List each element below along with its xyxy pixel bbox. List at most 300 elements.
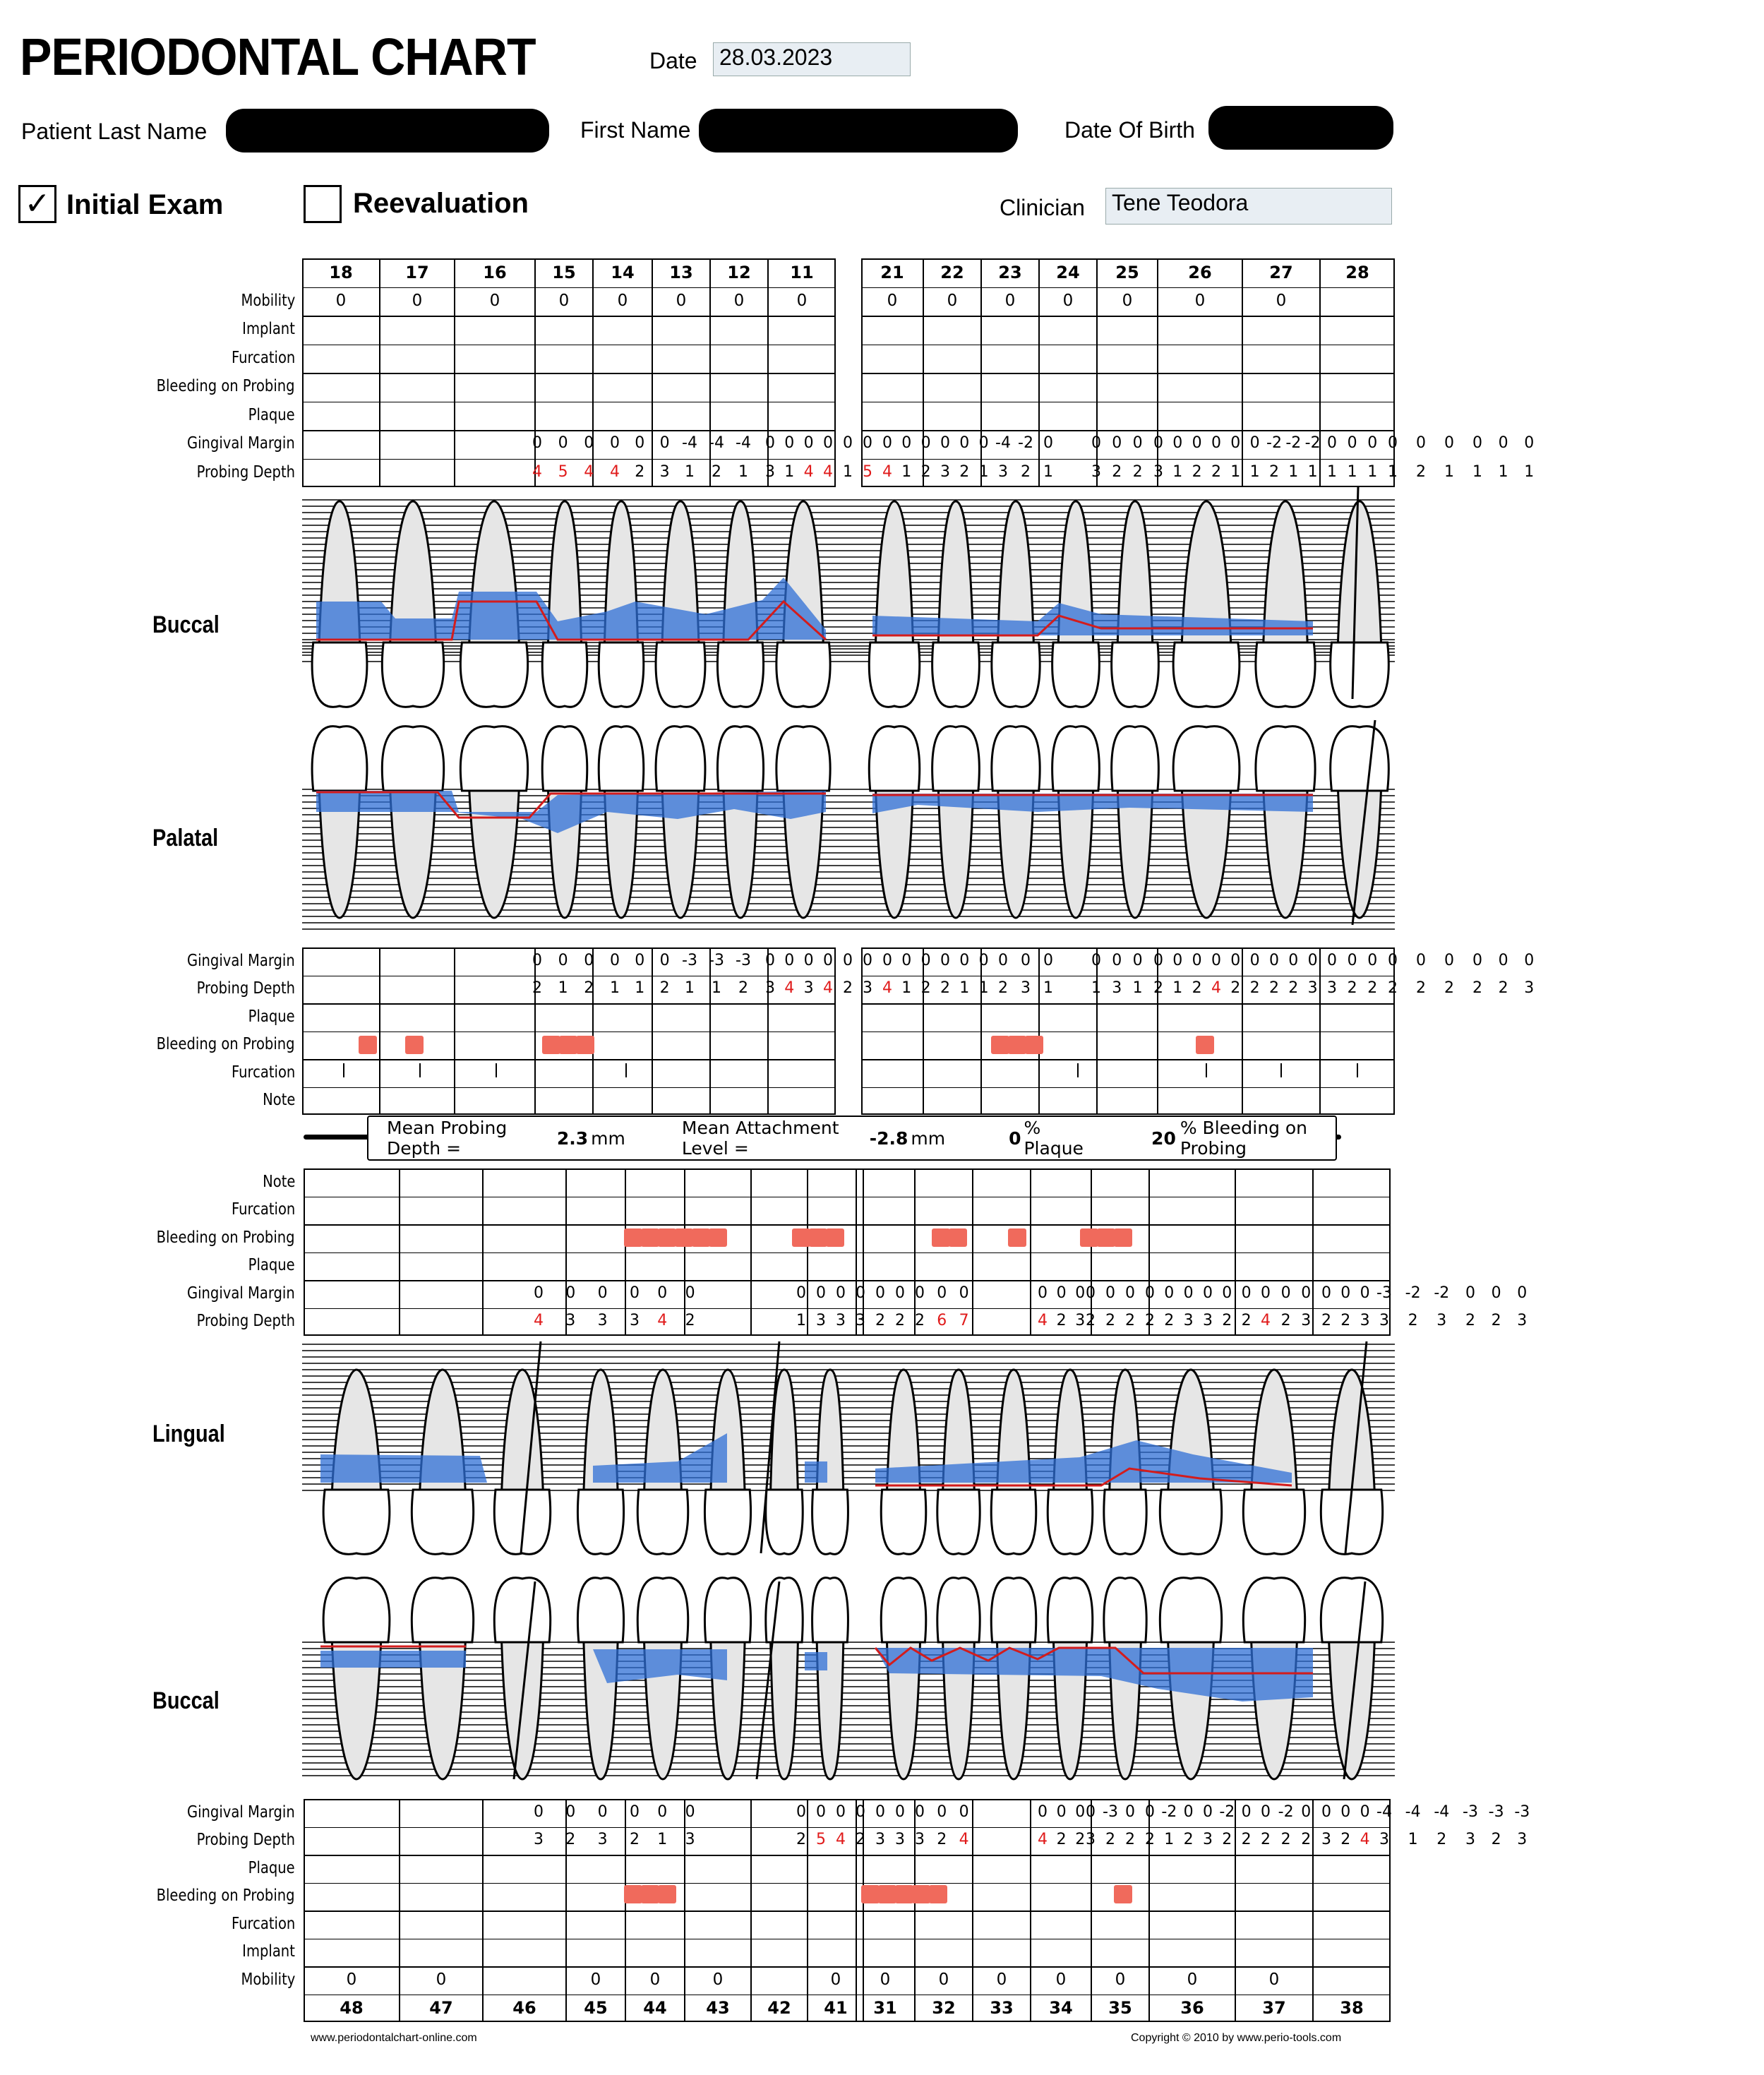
probing-depth-value: 2 (1288, 979, 1299, 998)
gingival-margin-value: -3 (1488, 1802, 1504, 1821)
tooth-number: 15 (552, 263, 576, 283)
probing-depth-value: 3 (914, 1831, 925, 1849)
probing-depth-value: 4 (609, 462, 620, 481)
probing-depth-value: 3 (1020, 979, 1031, 998)
probing-depth-value: 1 (978, 979, 989, 998)
gingival-margin-value: 0 (784, 951, 795, 969)
gingival-margin-value: 0 (959, 434, 970, 453)
gingival-margin-value: 0 (1043, 434, 1053, 453)
gingival-margin-value: 0 (862, 434, 872, 453)
probing-depth-value: 2 (1491, 1312, 1501, 1330)
gingival-margin-value: 0 (635, 951, 645, 969)
bleeding-marker[interactable] (624, 1228, 642, 1247)
row-label: Plaque (248, 405, 295, 424)
lower-lingual-tooth-crown (991, 1490, 1036, 1554)
bleeding-marker[interactable] (809, 1228, 827, 1247)
probing-depth-value: 1 (784, 462, 795, 481)
date-label: Date (649, 48, 697, 73)
lower-buccal-tooth-crown (577, 1578, 623, 1642)
lower-lingual-tooth-root (583, 1370, 618, 1504)
bleeding-marker[interactable] (641, 1885, 659, 1903)
probing-depth-value: 2 (1192, 462, 1202, 481)
bleeding-marker[interactable] (1080, 1228, 1098, 1247)
gingival-margin-value: 0 (1360, 1284, 1370, 1302)
probing-depth-value: 4 (533, 1312, 544, 1330)
gingival-margin-value: 0 (1075, 1284, 1086, 1302)
gingival-margin-value: 0 (565, 1802, 576, 1821)
gingival-margin-value: 0 (1321, 1284, 1331, 1302)
bleeding-marker[interactable] (709, 1228, 727, 1247)
gingival-margin-value: 0 (803, 951, 814, 969)
probing-depth-value: 4 (1360, 1831, 1370, 1849)
lower-lingual-tooth-root (817, 1370, 844, 1504)
upper-palatal-tooth-root (1338, 777, 1381, 918)
probing-depth-value: 1 (1132, 979, 1143, 998)
mean-al-label: Mean Attachment Level = (681, 1118, 839, 1159)
row-label: Furcation (231, 1063, 295, 1082)
tooth-number: 33 (990, 1998, 1014, 2019)
furcation-marker (1280, 1063, 1282, 1077)
probing-depth-value: 3 (862, 979, 872, 998)
gingival-margin-value: 0 (533, 1802, 544, 1821)
row-label: Plaque (248, 1858, 295, 1877)
gingival-margin-value: 0 (937, 1802, 947, 1821)
gingival-margin-value: -4 (1405, 1802, 1421, 1821)
gingival-margin-value: 0 (914, 1802, 925, 1821)
gingival-margin-value: 0 (1387, 951, 1398, 969)
clinician-field[interactable]: Tene Teodora (1105, 188, 1392, 225)
probing-depth-value: 1 (738, 462, 748, 481)
bleeding-marker[interactable] (405, 1036, 424, 1054)
section-upper-buccal: Buccal (152, 611, 220, 638)
probing-depth-value: 1 (684, 979, 695, 998)
row-label: Bleeding on Probing (157, 377, 295, 396)
probing-depth-value: 6 (937, 1312, 947, 1330)
lower-bottom-left-grid-row-divider (304, 1966, 864, 1968)
gingival-margin-value: 0 (764, 951, 775, 969)
upper-top-left-grid-row-divider (302, 402, 836, 403)
furcation-marker (1077, 1063, 1079, 1077)
gingival-margin-value: 0 (659, 434, 670, 453)
gingival-margin-value: 0 (1164, 1284, 1175, 1302)
gingival-margin-value: 0 (1230, 951, 1241, 969)
pocket-area (805, 1461, 827, 1483)
probing-depth-value: 3 (1326, 979, 1337, 998)
probing-depth-value: 3 (1183, 1312, 1194, 1330)
probing-depth-value: 2 (1085, 1312, 1096, 1330)
upper-bottom-left-grid-row-divider (302, 976, 836, 977)
gingival-margin-value: 0 (1260, 1284, 1271, 1302)
gingival-margin-value: 0 (1085, 1284, 1096, 1302)
bleeding-marker[interactable] (1114, 1228, 1132, 1247)
lower-lingual-tooth-root (1168, 1370, 1214, 1504)
row-label: Furcation (231, 1914, 295, 1933)
probing-depth-value: 2 (1124, 1312, 1135, 1330)
row-label: Note (262, 1091, 295, 1110)
gingival-margin-value: -4 (682, 434, 697, 453)
gingival-margin-value: 0 (815, 1802, 826, 1821)
probing-depth-value: 1 (1367, 462, 1378, 481)
upper-buccal-tooth-crown (1173, 642, 1240, 707)
row-label: Bleeding on Probing (157, 1035, 295, 1054)
lower-buccal-tooth-crown (1321, 1578, 1382, 1642)
tooth-number: 46 (512, 1998, 536, 2019)
gingival-margin-value: 0 (882, 434, 892, 453)
probing-depth-value: 4 (1211, 979, 1221, 998)
bleeding-marker[interactable] (949, 1228, 967, 1247)
probing-depth-value: 2 (1498, 979, 1508, 998)
probing-depth-value: 4 (882, 462, 892, 481)
bleeding-marker[interactable] (624, 1885, 642, 1903)
gingival-margin-value: 0 (1020, 951, 1031, 969)
bleeding-marker[interactable] (641, 1228, 659, 1247)
bleeding-marker[interactable] (675, 1228, 693, 1247)
gingival-margin-value: 0 (1415, 434, 1426, 453)
bleeding-marker[interactable] (359, 1036, 377, 1054)
upper-bottom-left-grid-row-divider (302, 1031, 836, 1033)
bleeding-marker[interactable] (929, 1885, 947, 1903)
mobility-value: 0 (996, 1970, 1007, 1989)
tooth-number: 12 (727, 263, 751, 283)
gingival-margin-value: -4 (995, 434, 1011, 453)
gingival-margin-value: -3 (1103, 1802, 1118, 1821)
gingival-margin-value: 0 (959, 1802, 969, 1821)
gingival-margin-value: 0 (558, 951, 568, 969)
mean-pd-unit: mm (591, 1128, 625, 1149)
probing-depth-value: 1 (901, 979, 912, 998)
gingival-margin-value: 0 (1202, 1284, 1213, 1302)
gingival-margin-value: 0 (1211, 434, 1221, 453)
bleeding-marker[interactable] (826, 1228, 844, 1247)
bleeding-marker[interactable] (542, 1036, 560, 1054)
initial-exam-label: Initial Exam (66, 189, 224, 220)
upper-bottom-left-grid-row-divider (302, 1003, 836, 1005)
gingival-margin-value: 0 (1307, 951, 1318, 969)
lower-top-left-grid-row-divider (304, 1280, 864, 1281)
upper-buccal-tooth-crown (656, 642, 705, 707)
upper-top-left-grid-row-divider (302, 430, 836, 431)
gingival-margin-value: -2 (1161, 1802, 1177, 1821)
gingival-margin-value: 0 (1498, 951, 1508, 969)
tooth-number: 14 (611, 263, 635, 283)
gingival-margin-value: 0 (532, 434, 542, 453)
lower-buccal-tooth-crown (494, 1578, 550, 1642)
tooth-number: 21 (880, 263, 904, 283)
upper-buccal-tooth-crown (1256, 642, 1315, 707)
probing-depth-value: 1 (684, 462, 695, 481)
mobility-value: 0 (1055, 1970, 1067, 1989)
bleeding-marker[interactable] (1097, 1228, 1115, 1247)
gingival-margin-value: 0 (1144, 1802, 1155, 1821)
probing-depth-value: 1 (711, 979, 721, 998)
lower-bottom-right-grid-row-divider (856, 1910, 1391, 1912)
probing-depth-value: 2 (1472, 979, 1482, 998)
bleeding-marker[interactable] (861, 1885, 880, 1903)
upper-buccal-tooth-crown (1331, 642, 1389, 707)
pocket-area (805, 1652, 827, 1670)
mobility-value: 0 (489, 291, 500, 310)
pocket-area (320, 1454, 487, 1483)
upper-top-right-grid-row-divider (861, 402, 1395, 403)
gingival-margin-value: 0 (1498, 434, 1508, 453)
lower-bottom-right-grid-row-divider (856, 1827, 1391, 1829)
mobility-value: 0 (1115, 1970, 1126, 1989)
probing-depth-value: 4 (784, 979, 795, 998)
tooth-number: 24 (1056, 263, 1080, 283)
probing-depth-value: 2 (1367, 979, 1378, 998)
lower-buccal-tooth-crown (412, 1578, 473, 1642)
bop-value: 20 (1151, 1128, 1176, 1149)
row-label: Probing Depth (196, 1312, 295, 1331)
probing-depth-value: 1 (1347, 462, 1357, 481)
tooth-number: 47 (429, 1998, 453, 2019)
upper-buccal-tooth-crown (869, 642, 919, 707)
gingival-margin-value: 0 (875, 1802, 885, 1821)
probing-depth-value: 3 (1517, 1312, 1528, 1330)
probing-depth-value: 3 (1085, 1831, 1096, 1849)
gingival-margin-value: 0 (1517, 1284, 1528, 1302)
upper-bottom-right-grid-row-divider (861, 1059, 1395, 1060)
bleeding-marker[interactable] (1114, 1885, 1132, 1903)
gingival-margin-value: 0 (629, 1802, 640, 1821)
lower-buccal-tooth-crown (1160, 1578, 1221, 1642)
lower-lingual-tooth-root (1109, 1370, 1141, 1504)
probing-depth-value: 2 (1132, 462, 1143, 481)
section-lower-lingual: Lingual (152, 1421, 225, 1447)
lower-buccal-tooth-crown (637, 1578, 688, 1642)
upper-palatal-tooth-crown (1331, 726, 1389, 791)
probing-depth-value: 2 (1415, 979, 1426, 998)
probing-depth-value: 2 (1144, 1831, 1155, 1849)
probing-depth-value: 1 (609, 979, 620, 998)
tooth-number: 13 (669, 263, 693, 283)
upper-buccal-tooth-root (1338, 501, 1381, 657)
upper-palatal-tooth-crown (599, 726, 644, 791)
bleeding-marker[interactable] (559, 1036, 577, 1054)
gingival-margin-value: 0 (997, 951, 1008, 969)
bleeding-marker[interactable] (895, 1885, 913, 1903)
gingival-margin-value: 0 (1301, 1284, 1312, 1302)
upper-buccal-tooth-crown (717, 642, 763, 707)
mean-pd-value: 2.3 (556, 1128, 589, 1149)
gingival-margin-value: -3 (682, 951, 697, 969)
gingival-margin-value: 0 (1241, 1284, 1252, 1302)
lower-top-left-grid-row-divider (304, 1308, 864, 1310)
bleeding-marker[interactable] (1196, 1036, 1214, 1054)
probing-depth-value: 1 (796, 1312, 806, 1330)
probing-depth-value: 2 (1230, 979, 1241, 998)
gingival-margin-value: 0 (1037, 1284, 1048, 1302)
tooth-number: 26 (1188, 263, 1212, 283)
lower-lingual-tooth-crown (704, 1490, 750, 1554)
upper-bottom-right-grid-row-divider (861, 976, 1395, 977)
bleeding-marker[interactable] (692, 1228, 710, 1247)
date-field[interactable]: 28.03.2023 (713, 42, 911, 76)
probing-depth-value: 1 (1524, 462, 1535, 481)
bleeding-marker[interactable] (1008, 1228, 1026, 1247)
lower-bottom-left-grid-row-divider (304, 1995, 864, 1996)
probing-depth-value: 2 (1280, 1831, 1291, 1849)
gingival-margin-value: 0 (584, 951, 594, 969)
page-title: PERIODONTAL CHART (20, 28, 536, 86)
probing-depth-value: 2 (1268, 462, 1279, 481)
gingival-margin-value: -4 (736, 434, 751, 453)
upper-palatal-tooth-crown (382, 726, 443, 791)
gingival-margin-value: 0 (685, 1802, 695, 1821)
mobility-value: 0 (1122, 291, 1133, 310)
bleeding-marker[interactable] (1008, 1036, 1026, 1054)
gingival-margin-value: 0 (1288, 951, 1299, 969)
probing-depth-value: 2 (1124, 1831, 1135, 1849)
lower-buccal-tooth-crown (323, 1578, 390, 1642)
bleeding-marker[interactable] (576, 1036, 594, 1054)
upper-top-left-grid-row-divider (302, 287, 836, 289)
gingival-margin-value: 0 (1183, 1802, 1194, 1821)
tooth-number: 41 (824, 1998, 848, 2019)
row-label: Implant (242, 1942, 295, 1961)
tooth-number: 25 (1115, 263, 1139, 283)
probing-depth-value: 2 (1241, 1831, 1252, 1849)
gingival-margin-value: 0 (584, 434, 594, 453)
probing-depth-value: 4 (822, 979, 833, 998)
probing-depth-value: 2 (920, 462, 931, 481)
probing-depth-value: 2 (842, 979, 853, 998)
probing-depth-value: 2 (1153, 979, 1163, 998)
initial-exam-checkbox[interactable]: ✓ (18, 185, 56, 223)
row-label: Probing Depth (196, 1831, 295, 1850)
probing-depth-value: 3 (1153, 462, 1163, 481)
gingival-margin-value: 0 (1230, 434, 1241, 453)
lower-lingual-tooth-crown (323, 1490, 390, 1554)
bleeding-marker[interactable] (1025, 1036, 1043, 1054)
gingival-margin-value: -3 (1463, 1802, 1478, 1821)
gingival-margin-value: -4 (1376, 1802, 1392, 1821)
lower-lingual-tooth-crown (937, 1490, 980, 1554)
gingival-margin-value: 0 (533, 1284, 544, 1302)
gingival-margin-value: 0 (685, 1284, 695, 1302)
probing-depth-value: 2 (959, 462, 970, 481)
lower-bottom-left-grid-row-divider (304, 1939, 864, 1940)
probing-depth-value: 3 (815, 1312, 826, 1330)
gingival-margin-value: 0 (1043, 951, 1053, 969)
probing-depth-value: 2 (1105, 1312, 1115, 1330)
mobility-value: 0 (938, 1970, 949, 1989)
tooth-number: 28 (1345, 263, 1369, 283)
mobility-value: 0 (1062, 291, 1074, 310)
probing-depth-value: 2 (635, 462, 645, 481)
mobility-value: 0 (412, 291, 423, 310)
lower-lingual-tooth-root (644, 1370, 682, 1504)
upper-palatal-tooth-root (469, 777, 520, 918)
gingival-margin-value: 0 (659, 951, 670, 969)
gingival-margin-value: 0 (597, 1284, 608, 1302)
row-label: Plaque (248, 1007, 295, 1026)
probing-depth-value: 1 (1408, 1831, 1418, 1849)
bleeding-marker[interactable] (658, 1885, 676, 1903)
probing-depth-value: 2 (1347, 979, 1357, 998)
first-name-label: First Name (580, 117, 691, 143)
probing-depth-value: 1 (1043, 462, 1053, 481)
tooth-number: 44 (643, 1998, 667, 2019)
gingival-margin-value: 0 (914, 1284, 925, 1302)
upper-buccal-tooth-crown (776, 642, 830, 707)
gingival-margin-value: 0 (835, 1284, 846, 1302)
probing-depth-value: 1 (901, 462, 912, 481)
lower-top-left-grid-row-divider (304, 1197, 864, 1198)
probing-depth-value: 2 (1444, 979, 1454, 998)
upper-palatal-tooth-crown (656, 726, 705, 791)
probing-depth-value: 4 (1037, 1831, 1048, 1849)
lower-lingual-tooth-crown (1104, 1490, 1146, 1554)
gingival-margin-value: 0 (657, 1802, 668, 1821)
probing-depth-value: 3 (855, 1312, 865, 1330)
probing-depth-value: 3 (803, 979, 814, 998)
mobility-value: 0 (1276, 291, 1287, 310)
gingival-margin-value: 0 (842, 434, 853, 453)
probing-depth-value: 2 (1241, 1312, 1252, 1330)
gingival-margin-value: 0 (597, 1802, 608, 1821)
tooth-number: 35 (1108, 1998, 1132, 2019)
probing-depth-value: 2 (1260, 1831, 1271, 1849)
gingival-margin-value: 0 (1280, 1284, 1291, 1302)
lower-buccal-tooth-crown (881, 1578, 926, 1642)
probing-depth-value: 2 (1211, 462, 1221, 481)
bleeding-marker[interactable] (912, 1885, 930, 1903)
lower-bottom-right-grid-row-divider (856, 1855, 1391, 1856)
row-label: Bleeding on Probing (157, 1886, 295, 1906)
probing-depth-value: 4 (1260, 1312, 1271, 1330)
gingival-margin-value: 0 (901, 951, 912, 969)
bleeding-marker[interactable] (878, 1885, 896, 1903)
probing-depth-value: 4 (835, 1831, 846, 1849)
mobility-value: 0 (436, 1970, 447, 1989)
mobility-value: 0 (590, 1970, 601, 1989)
gingival-margin-value: 0 (558, 434, 568, 453)
upper-buccal-tooth-crown (460, 642, 527, 707)
gingival-margin-value: 0 (940, 434, 950, 453)
gingival-margin-value: -2 (1405, 1284, 1421, 1302)
gingival-margin-value: -2 (1266, 434, 1282, 453)
tooth-number: 22 (940, 263, 964, 283)
bleeding-marker[interactable] (792, 1228, 810, 1247)
upper-top-left-grid-row-divider (302, 373, 836, 374)
gingival-margin-value: -3 (736, 951, 751, 969)
probing-depth-value: 3 (1091, 462, 1101, 481)
gingival-margin-value: 0 (1472, 434, 1482, 453)
probing-depth-value: 3 (1360, 1312, 1370, 1330)
gingival-margin-value: 0 (855, 1802, 865, 1821)
probing-depth-value: 2 (1387, 979, 1398, 998)
mobility-value: 0 (880, 1970, 891, 1989)
gingival-margin-value: 0 (835, 1802, 846, 1821)
footer-copyright: Copyright © 2010 by www.perio-tools.com (1131, 2032, 1342, 2044)
mobility-value: 0 (1187, 1970, 1198, 1989)
probing-depth-value: 1 (1172, 979, 1183, 998)
bleeding-marker[interactable] (658, 1228, 676, 1247)
gingival-margin-value: -2 (1219, 1802, 1235, 1821)
tooth-number: 48 (340, 1998, 364, 2019)
probing-depth-value: 3 (1301, 1312, 1312, 1330)
bleeding-marker[interactable] (932, 1228, 950, 1247)
gingival-margin-value: 0 (1347, 434, 1357, 453)
probing-depth-value: 3 (875, 1831, 885, 1849)
probing-depth-value: 3 (1465, 1831, 1475, 1849)
lower-bottom-left-grid-row-divider (304, 1827, 864, 1829)
bleeding-marker[interactable] (991, 1036, 1009, 1054)
mean-pd-label: Mean Probing Depth = (387, 1118, 508, 1159)
probing-depth-value: 2 (1222, 1831, 1232, 1849)
row-label: Mobility (241, 1970, 295, 1989)
